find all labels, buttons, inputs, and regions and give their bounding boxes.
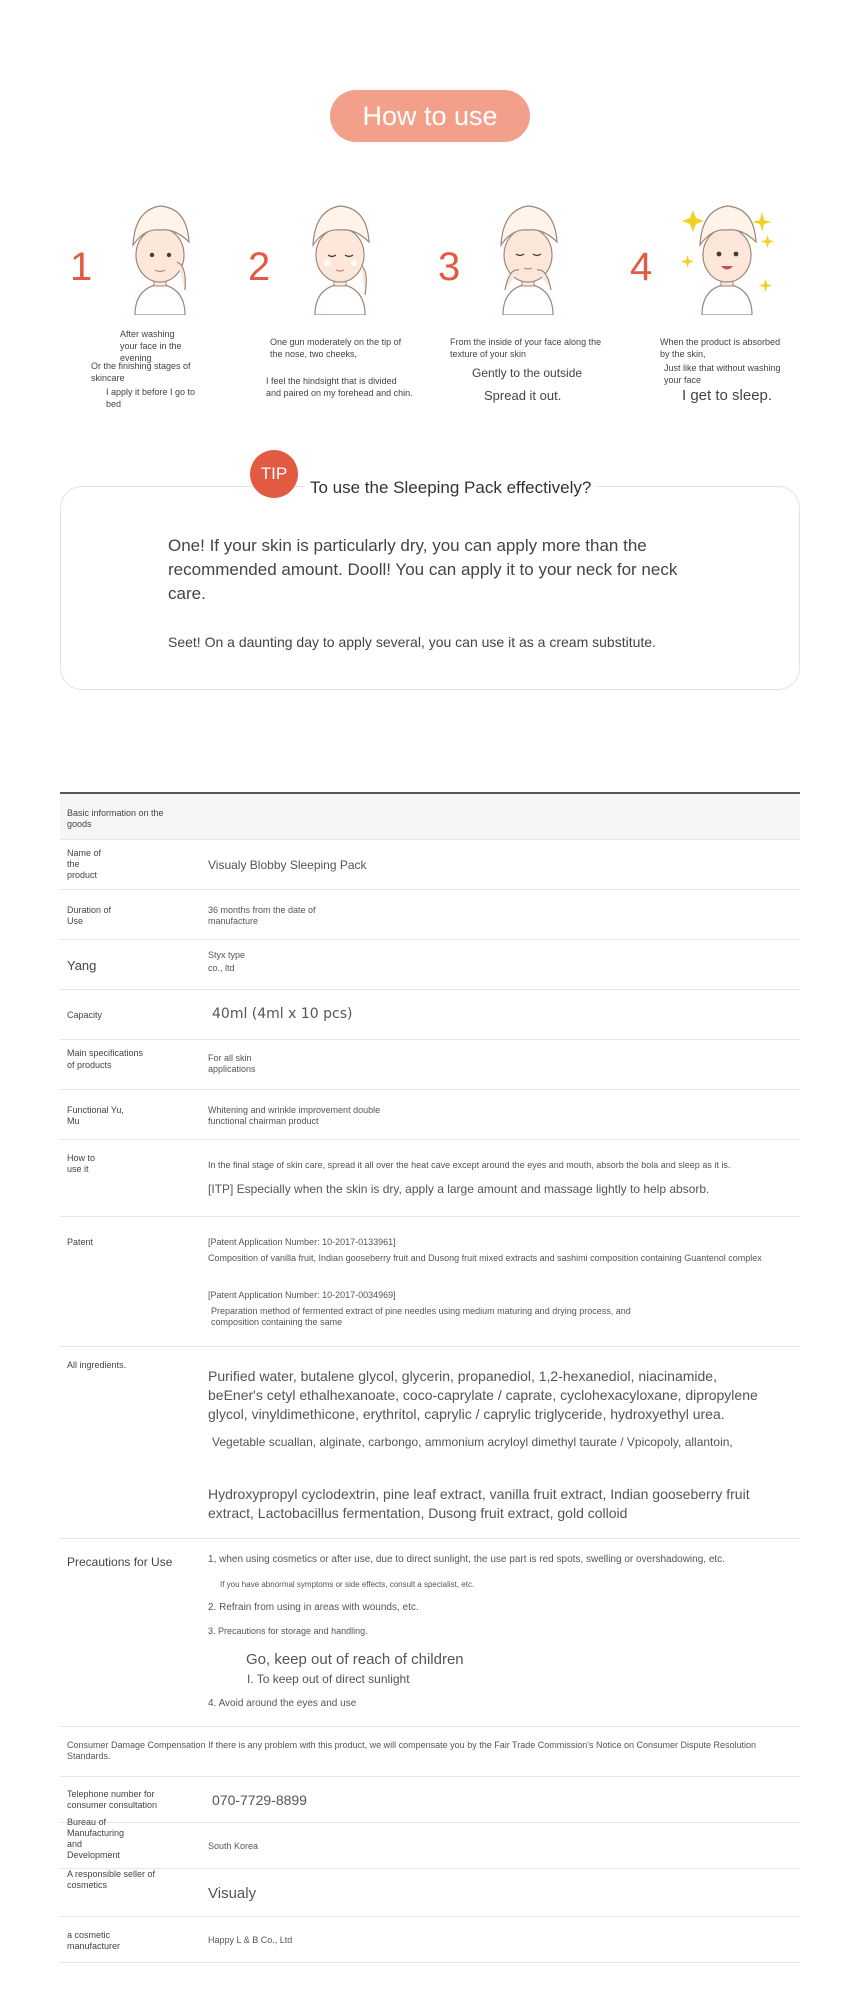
row-value: Visualy Blobby Sleeping Pack: [208, 858, 367, 872]
step-number: 3: [438, 245, 461, 289]
row-value: In the final stage of skin care, spread it all over the heat cave except around the eyes and mouth, absorb the bola and sleep as it is.: [208, 1160, 731, 1170]
row-value: Styx type co., ltd: [208, 950, 246, 973]
table-row: [60, 1817, 800, 1869]
row-value: Whitening and wrinkle improvement double functional chairman product: [208, 1105, 381, 1126]
step-text: Just like that without washing: [664, 363, 781, 373]
row-value: If you have abnormal symptoms or side effects, consult a specialist, etc.: [220, 1580, 475, 1589]
row-key: Bureau of Manufacturing and Development: [67, 1817, 125, 1860]
row-value: 4. Avoid around the eyes and use: [208, 1698, 357, 1709]
table-row: [60, 840, 800, 890]
step-text: Spread it out.: [484, 388, 562, 403]
table-row: [60, 1917, 800, 1963]
woman-face-illustration-icon: [115, 200, 205, 315]
product-info-table: [60, 792, 800, 1963]
sparkle-woman-illustration-icon: [680, 200, 775, 315]
step-text: evening: [120, 353, 152, 363]
table-header: Basic information on the goods: [67, 808, 164, 829]
row-value: 2. Refrain from using in areas with wounds, etc.: [208, 1602, 419, 1613]
table-row: [60, 940, 800, 990]
row-value: [Patent Application Number: 10-2017-0034969]: [208, 1290, 396, 1300]
table-row: [60, 1539, 800, 1727]
tip-badge: TIP: [250, 450, 298, 498]
row-key: Patent: [67, 1237, 94, 1247]
table-row: [60, 1040, 800, 1090]
row-key: How to use it: [67, 1153, 96, 1174]
row-key: Yang: [67, 958, 97, 973]
row-value: South Korea: [208, 1841, 259, 1851]
step-text: One gun moderately on the tip of: [270, 337, 402, 347]
step-text: skincare: [91, 373, 125, 383]
step-2: [238, 200, 428, 420]
row-key: All ingredients.: [67, 1360, 127, 1370]
step-text: the nose, two cheeks,: [270, 349, 358, 359]
row-key: Precautions for Use: [67, 1555, 173, 1569]
row-key: Telephone number for consumer consultation: [67, 1789, 158, 1810]
row-value: Visualy: [208, 1885, 257, 1902]
row-value: Preparation method of fermented extract of pine needles using medium maturing and drying process, and composition containing the same: [211, 1306, 631, 1327]
step-text: I get to sleep.: [682, 387, 773, 404]
table-row: [60, 1869, 800, 1917]
woman-face-illustration-icon: [483, 200, 573, 315]
row-value: [Patent Application Number: 10-2017-0133961]: [208, 1237, 396, 1247]
step-text: Or the finishing stages of: [91, 361, 191, 371]
step-1: [60, 200, 250, 420]
tip-point-1: One! If your skin is particularly dry, you can apply more than the recommended amount. Dooll! You can apply it to your neck for neck care.: [168, 536, 678, 603]
row-key: A responsible seller of cosmetics: [67, 1869, 156, 1890]
table-row: [60, 1347, 800, 1539]
table-row: [60, 1217, 800, 1347]
table-row: [60, 1090, 800, 1140]
step-text: When the product is absorbed: [660, 337, 781, 347]
tip-point-2: Seet! On a daunting day to apply several, you can use it as a cream substitute.: [168, 634, 656, 650]
row-value: 070-7729-8899: [212, 1792, 307, 1808]
row-value: Happy L & B Co., Ltd: [208, 1935, 293, 1945]
row-value: [ITP] Especially when the skin is dry, apply a large amount and massage lightly to help absorb.: [208, 1182, 710, 1196]
row-value: 36 months from the date of manufacture: [208, 905, 316, 926]
table-row: [60, 890, 800, 940]
step-text: After washing: [120, 329, 175, 339]
step-text: by the skin,: [660, 349, 706, 359]
table-row: [60, 1777, 800, 1823]
row-value: 1, when using cosmetics or after use, due to direct sunlight, the use part is red spots, swelling or overshadowing, etc.: [208, 1554, 725, 1565]
step-number: 2: [248, 245, 271, 289]
table-row: [60, 990, 800, 1040]
row-value: Consumer Damage Compensation If there is any problem with this product, we will compensate you by the Fair Trade Commission's Notice on Consumer Dispute Resolution Standards.: [67, 1740, 757, 1761]
step-text: Gently to the outside: [472, 366, 583, 380]
step-text: I feel the hindsight that is divided: [266, 376, 397, 386]
step-number: 1: [70, 245, 93, 289]
row-value: Composition of vanilla fruit, Indian gooseberry fruit and Dusong fruit mixed extracts and sashimi composition containing Guantenol complex: [208, 1253, 762, 1263]
row-key: Main specifications of products: [67, 1048, 144, 1070]
row-value: Go, keep out of reach of children: [246, 1651, 464, 1668]
step-3: [428, 200, 618, 420]
table-row: [60, 1727, 800, 1777]
step-text: From the inside of your face along the: [450, 337, 602, 347]
row-key: Name of the product: [67, 848, 102, 880]
step-text: your face: [664, 375, 702, 385]
row-value: 3. Precautions for storage and handling.: [208, 1626, 368, 1636]
step-number: 4: [630, 245, 653, 289]
step-text: and paired on my forehead and chin.: [266, 388, 413, 398]
tip-question: To use the Sleeping Pack effectively?: [304, 478, 597, 498]
row-key: Capacity: [67, 1010, 103, 1020]
row-value: For all skin applications: [208, 1053, 256, 1074]
how-to-use-title: How to use: [330, 90, 530, 142]
row-key: Functional Yu, Mu: [67, 1105, 124, 1126]
table-row: [60, 1140, 800, 1217]
step-text: texture of your skin: [450, 349, 527, 359]
row-key: a cosmetic manufacturer: [67, 1930, 121, 1951]
row-value: Vegetable scuallan, alginate, carbongo, ammonium acryloyl dimethyl taurate / Vpicopoly, allantoin,: [212, 1435, 733, 1449]
row-value: I. To keep out of direct sunlight: [247, 1672, 410, 1686]
step-text: I apply it before I go to: [106, 387, 196, 397]
step-text: your face in the: [120, 341, 182, 351]
table-header-row: [60, 794, 800, 840]
row-key: Duration of Use: [67, 905, 112, 926]
woman-face-illustration-icon: [295, 200, 385, 315]
row-value: Hydroxypropyl cyclodextrin, pine leaf extract, vanilla fruit extract, Indian gooseberry fruit extract, Lactobacillus fermentation, Dusong fruit extract, gold colloid: [208, 1486, 750, 1521]
step-text: bed: [106, 399, 122, 409]
step-4: [620, 200, 810, 420]
row-value: Purified water, butalene glycol, glycerin, propanediol, 1,2-hexanediol, niacinamide, beEner's cetyl ethalhexanoate, coco-caprylate / caprate, cyclohexacyloxane, dipropylene glycol, vinyldimethicone, erythritol, caprylic / caprylic triglyceride, hydroxyethyl urea.: [208, 1368, 758, 1422]
row-value: 40ml (4ml x 10 pcs): [212, 1006, 353, 1022]
